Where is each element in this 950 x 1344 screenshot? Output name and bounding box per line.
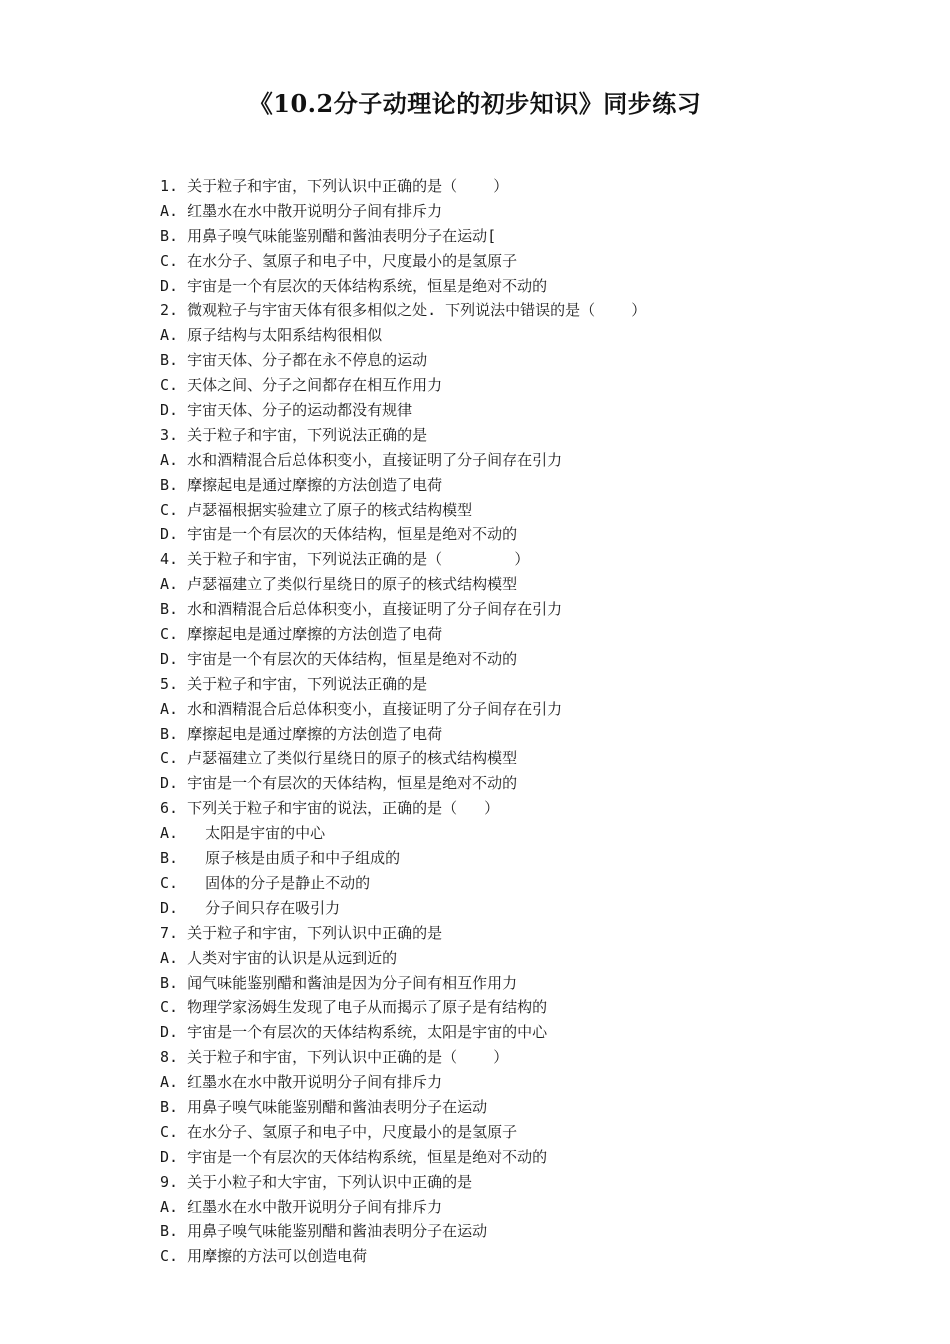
- answer-option: D. 宇宙天体、分子的运动都没有规律: [160, 401, 413, 420]
- answer-option: A. 太阳是宇宙的中心: [160, 824, 326, 843]
- answer-option: C. 固体的分子是静止不动的: [160, 873, 371, 892]
- answer-option: D. 宇宙是一个有层次的天体结构系统，恒星是绝对不动的: [160, 276, 548, 295]
- answer-option: B. 用鼻子嗅气味能鉴别醋和酱油表明分子在运动: [160, 1097, 488, 1116]
- answer-option: D. 宇宙是一个有层次的天体结构系统，太阳是宇宙的中心: [160, 1023, 548, 1042]
- answer-option: D. 宇宙是一个有层次的天体结构，恒星是绝对不动的: [160, 774, 518, 793]
- question-stem: 4. 关于粒子和宇宙，下列说法正确的是（ ）: [160, 550, 530, 569]
- answer-option: D. 宇宙是一个有层次的天体结构系统，恒星是绝对不动的: [160, 1147, 548, 1166]
- answer-option: C. 在水分子、氢原子和电子中，尺度最小的是氢原子: [160, 1122, 518, 1141]
- answer-option: C. 物理学家汤姆生发现了电子从而揭示了原子是有结构的: [160, 998, 548, 1017]
- answer-option: B. 闻气味能鉴别醋和酱油是因为分子间有相互作用力: [160, 973, 518, 992]
- question-stem: 3. 关于粒子和宇宙，下列说法正确的是: [160, 425, 428, 444]
- question-stem: 5. 关于粒子和宇宙，下列说法正确的是: [160, 674, 428, 693]
- question-stem: 9. 关于小粒子和大宇宙，下列认识中正确的是: [160, 1172, 473, 1191]
- answer-option: C. 摩擦起电是通过摩擦的方法创造了电荷: [160, 625, 443, 644]
- answer-option: C. 卢瑟福建立了类似行星绕日的原子的核式结构模型: [160, 749, 518, 768]
- answer-option: A. 红墨水在水中散开说明分子间有排斥力: [160, 1073, 443, 1092]
- answer-option: C. 在水分子、氢原子和电子中，尺度最小的是氢原子: [160, 251, 518, 270]
- answer-option: A. 红墨水在水中散开说明分子间有排斥力: [160, 201, 443, 220]
- question-list: [160, 174, 880, 1269]
- question-stem: 2. 微观粒子与宇宙天体有很多相似之处. 下列说法中错误的是（ ）: [160, 301, 647, 320]
- answer-option: D. 宇宙是一个有层次的天体结构，恒星是绝对不动的: [160, 649, 518, 668]
- answer-option: B. 摩擦起电是通过摩擦的方法创造了电荷: [160, 724, 443, 743]
- answer-option: A. 卢瑟福建立了类似行星绕日的原子的核式结构模型: [160, 575, 518, 594]
- page-title: 《10.2分子动理论的初步知识》同步练习: [248, 89, 702, 118]
- answer-option: A. 水和酒精混合后总体积变小，直接证明了分子间存在引力: [160, 450, 563, 469]
- answer-option: A. 水和酒精混合后总体积变小，直接证明了分子间存在引力: [160, 699, 563, 718]
- answer-option: B. 水和酒精混合后总体积变小，直接证明了分子间存在引力: [160, 600, 563, 619]
- answer-option: C. 卢瑟福根据实验建立了原子的核式结构模型: [160, 500, 473, 519]
- question-stem: 7. 关于粒子和宇宙，下列认识中正确的是: [160, 923, 443, 942]
- answer-option: B. 摩擦起电是通过摩擦的方法创造了电荷: [160, 475, 443, 494]
- answer-option: C. 天体之间、分子之间都存在相互作用力: [160, 376, 443, 395]
- answer-option: C. 用摩擦的方法可以创造电荷: [160, 1247, 368, 1266]
- answer-option: A. 原子结构与太阳系结构很相似: [160, 326, 383, 345]
- question-stem: 6. 下列关于粒子和宇宙的说法，正确的是（ ）: [160, 799, 500, 818]
- answer-option: D. 宇宙是一个有层次的天体结构，恒星是绝对不动的: [160, 525, 518, 544]
- question-stem: 1. 关于粒子和宇宙，下列认识中正确的是（ ）: [160, 177, 509, 195]
- answer-option: B. 原子核是由质子和中子组成的: [160, 849, 401, 868]
- answer-option: D. 分子间只存在吸引力: [160, 898, 341, 917]
- answer-option: B. 宇宙天体、分子都在永不停息的运动: [160, 351, 428, 370]
- question-stem: 8. 关于粒子和宇宙，下列认识中正确的是（ ）: [160, 1048, 509, 1067]
- answer-option: B. 用鼻子嗅气味能鉴别醋和酱油表明分子在运动[: [160, 226, 497, 245]
- answer-option: A. 人类对宇宙的认识是从远到近的: [160, 948, 398, 967]
- answer-option: B. 用鼻子嗅气味能鉴别醋和酱油表明分子在运动: [160, 1222, 488, 1241]
- answer-option: A. 红墨水在水中散开说明分子间有排斥力: [160, 1197, 443, 1216]
